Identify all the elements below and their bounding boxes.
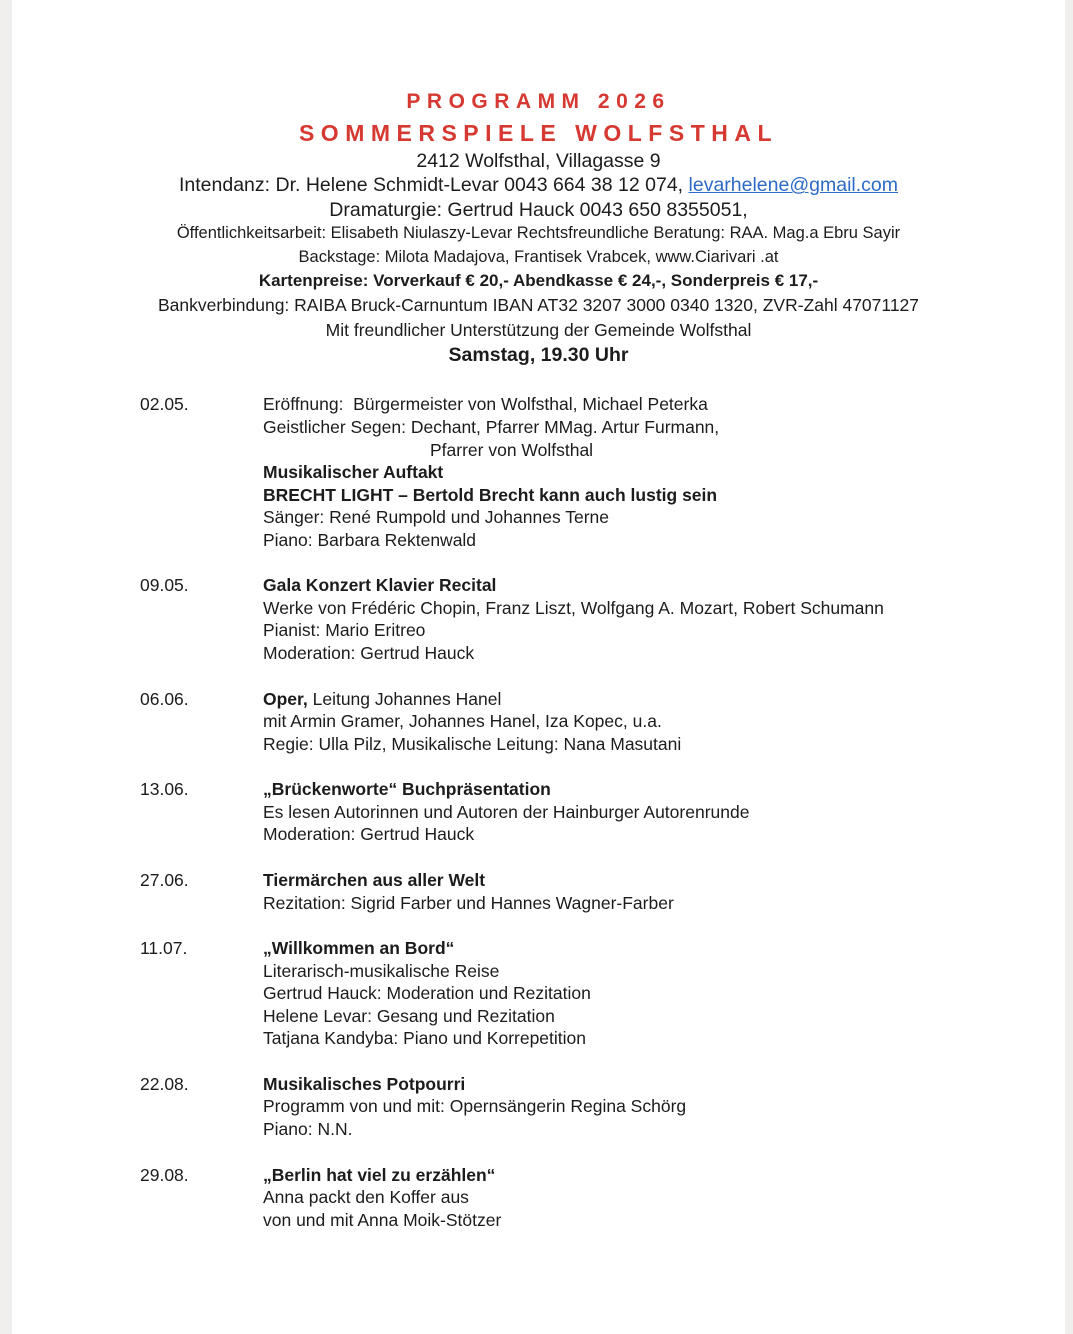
event-line [430,439,1065,462]
event-line-text: Leitung Johannes Hanel [307,688,502,709]
document-header [12,90,1065,367]
event-line [263,733,1065,756]
event-line [263,688,1065,711]
intendanz-line [12,174,1065,197]
event-line-text: Gertrud Hauck: Moderation und Rezitation [263,983,591,1004]
event-line-bold-text: „Brückenworte“ Buchpräsentation [263,779,551,800]
event-line [263,1073,1065,1096]
intendanz-email-link[interactable]: levarhelene@gmail.com [688,174,898,197]
event-line [263,461,1065,484]
event-line [263,1186,1065,1209]
event-line-text: Regie: Ulla Pilz, Musikalische Leitung: Nana Masutani [263,733,682,754]
event-line-text: Pfarrer von Wolfsthal [430,439,594,460]
event-line-text: Eröffnung: Bürgermeister von Wolfsthal, Michael Peterka [263,394,708,415]
event-line [263,892,1065,915]
event-line [263,393,1065,416]
event-line-bold-text: „Willkommen an Bord“ [263,938,455,959]
event-lines [263,937,1065,1050]
event-lines [263,574,1065,664]
event-lines [263,1164,1065,1232]
event-lines [263,393,1065,551]
event-date: 27.06. [140,869,189,890]
event-line [263,1027,1065,1050]
event-line [263,529,1065,552]
event-line-text: Moderation: Gertrud Hauck [263,643,475,664]
document-page [12,0,1065,1334]
event-line-bold-text: Musikalisches Potpourri [263,1073,466,1094]
event-line [263,982,1065,1005]
event-lines [263,778,1065,846]
event-line [263,801,1065,824]
schedule-section-heading: Samstag, 19.30 Uhr [448,344,629,367]
event-line-text: Rezitation: Sigrid Farber und Hannes Wagner-Farber [263,892,674,913]
event-line-text: Pianist: Mario Eritreo [263,620,426,641]
event-row [12,778,1065,846]
event-line [263,960,1065,983]
event-line-text: Anna packt den Koffer aus [263,1187,469,1208]
event-row [12,937,1065,1050]
event-line-bold-text: „Berlin hat viel zu erzählen“ [263,1164,496,1185]
event-line [263,823,1065,846]
event-line-bold-text: BRECHT LIGHT – Bertold Brecht kann auch lustig sein [263,484,718,505]
program-title: PROGRAMM 2026 [406,90,671,113]
event-line [263,778,1065,801]
event-series-title: SOMMERSPIELE WOLFSTHAL [298,120,779,146]
event-line [263,506,1065,529]
dramaturgie-line: Dramaturgie: Gertrud Hauck 0043 650 8355051, [329,198,748,221]
event-line-text: Sänger: René Rumpold und Johannes Terne [263,507,610,528]
event-line-text: Piano: Barbara Rektenwald [263,529,477,550]
event-line [263,1005,1065,1028]
events-list [12,393,1065,1231]
event-line-text: Helene Levar: Gesang und Rezitation [263,1005,555,1026]
event-line [263,642,1065,665]
event-date: 22.08. [140,1073,189,1094]
event-line [263,416,1065,439]
event-lines [263,869,1065,914]
ticket-prices-line: Kartenpreise: Vorverkauf € 20,- Abendkasse € 24,-, Sonderpreis € 17,- [258,271,819,291]
bank-details-line: Bankverbindung: RAIBA Bruck-Carnuntum IBAN AT32 3207 3000 0340 1320, ZVR-Zahl 47071127 [157,294,920,315]
intendanz-text: Intendanz: Dr. Helene Schmidt-Levar 0043 664 38 12 074, [179,174,689,197]
event-line-bold-text: Tiermärchen aus aller Welt [263,869,486,890]
event-line [263,574,1065,597]
event-line-text: Geistlicher Segen: Dechant, Pfarrer MMag. Artur Furmann, [263,416,720,437]
event-line [263,1164,1065,1187]
event-line [263,597,1065,620]
event-line-text: mit Armin Gramer, Johannes Hanel, Iza Kopec, u.a. [263,711,662,732]
event-line [263,1095,1065,1118]
event-row [12,393,1065,551]
event-lines [263,688,1065,756]
event-date: 11.07. [140,938,188,959]
venue-address: 2412 Wolfsthal, Villagasse 9 [416,150,661,172]
event-line-text: Es lesen Autorinnen und Autoren der Hainburger Autorenrunde [263,801,750,822]
event-line-bold-text: Oper, [263,688,308,709]
support-acknowledgement-line: Mit freundlicher Unterstützung der Gemeinde Wolfsthal [325,319,752,340]
event-row [12,1073,1065,1141]
event-line-text: Tatjana Kandyba: Piano und Korrepetition [263,1028,587,1049]
event-line-bold-text: Musikalischer Auftakt [263,462,444,483]
event-row [12,574,1065,664]
event-date: 13.06. [140,779,189,800]
event-line [263,937,1065,960]
event-line-text: Moderation: Gertrud Hauck [263,824,475,845]
event-row [12,688,1065,756]
event-line-text: von und mit Anna Moik-Stötzer [263,1209,502,1230]
event-row [12,869,1065,914]
event-date: 29.08. [140,1164,189,1185]
event-line [263,1118,1065,1141]
event-date: 09.05. [140,575,189,596]
event-line-text: Literarisch-musikalische Reise [263,960,500,981]
event-line-text: Programm von und mit: Opernsängerin Regina Schörg [263,1096,687,1117]
event-line [263,484,1065,507]
event-line-text: Werke von Frédéric Chopin, Franz Liszt, Wolfgang A. Mozart, Robert Schumann [263,597,884,618]
event-line [263,869,1065,892]
event-line-text: Piano: N.N. [263,1119,353,1140]
event-lines [263,1073,1065,1141]
event-line-bold-text: Gala Konzert Klavier Recital [263,575,497,596]
event-row [12,1164,1065,1232]
event-line [263,1209,1065,1232]
event-line [263,619,1065,642]
event-line [263,710,1065,733]
event-date: 06.06. [140,688,189,709]
event-date: 02.05. [140,394,189,415]
backstage-line: Backstage: Milota Madajova, Frantisek Vrabcek, www.Ciarivari .at [298,247,779,266]
oeffentlichkeitsarbeit-line: Öffentlichkeitsarbeit: Elisabeth Niulaszy-Levar Rechtsfreundliche Beratung: RAA. Mag.a Ebru Sayir [176,224,901,243]
